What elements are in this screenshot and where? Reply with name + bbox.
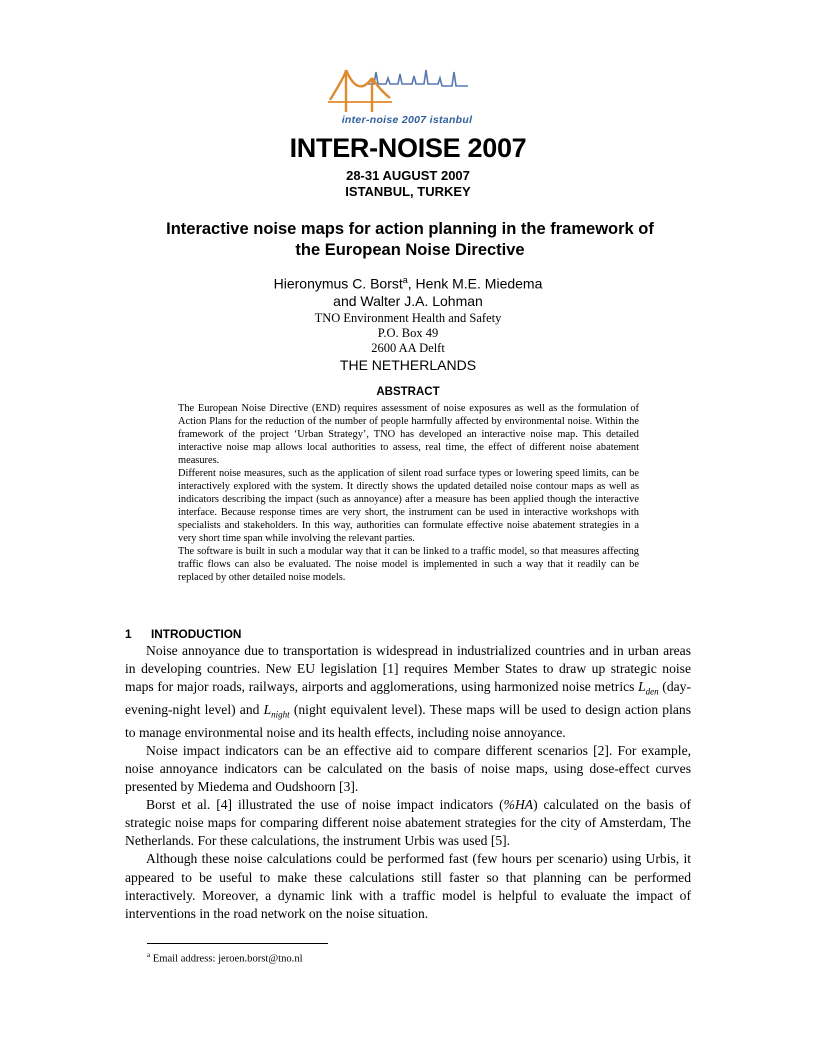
paper-title: [140, 219, 680, 261]
abstract-paragraph-2: Different noise measures, such as the application of silent road surface types or lowering speed limits, can be interactively explored with the system. It directly shows the updated detailed noise contour maps as well as indicators describing the impact (such as annoyance) after a measure has been applied though the interactive interface. Because response times are very short, the instrument can be used in interactive workshops with specialists and stakeholders. In this way, authorities can formulate effective noise abatement strategies in a very short time span while involving the relevant parties.: [178, 468, 639, 544]
section-number: 1: [125, 627, 132, 641]
body-paragraph-2: Noise impact indicators can be an effective aid to compare different scenarios [2]. For example, noise annoyance indicators can be calculated on the basis of noise maps, using dose-effect curves presented by Miedema and Oudshoorn [3].: [125, 742, 691, 795]
skyline-icon: [368, 70, 468, 86]
author-borst: Hieronymus C. Borst: [273, 275, 403, 292]
paper-title-line-2: the European Noise Directive: [295, 241, 525, 259]
abstract-paragraph-1: The European Noise Directive (END) requires assessment of noise exposures as well as the formulation of Action Plans for the reduction of the number of people harmfully affected by environmental noise. Within the framework of the project ‘Urban Strategy’, TNO has developed an interactive noise map. This detailed interactive noise map allows local authorities to assess, real time, the effect of different noise abatement measures.: [178, 403, 639, 466]
body-paragraph-3: Borst et al. [4] illustrated the use of noise impact indicators (%HA) calculated on the basis of strategic noise maps for comparing different noise abatement strategies for the city of Amsterdam, The Netherlands. For these calculations, the instrument Urbis was used [5].: [125, 797, 691, 849]
bridge-icon: [328, 70, 392, 112]
affiliation-institute: TNO Environment Health and Safety: [314, 311, 502, 325]
footnote-email: Email address: jeroen.borst@tno.nl: [150, 953, 303, 965]
abstract-paragraph-3: The software is built in such a modular way that it can be linked to a traffic model, so that measures affecting traffic flows can also be evaluated. The noise model is implemented in such a way that it readily can be replaced by other detailed noise models.: [178, 546, 639, 583]
section-heading: [125, 627, 241, 641]
affiliation-city: 2600 AA Delft: [371, 341, 445, 355]
abstract-heading: ABSTRACT: [376, 386, 440, 398]
author-miedema: , Henk M.E. Miedema: [407, 275, 543, 292]
footnote: [147, 951, 303, 965]
logo-text: inter-noise 2007 istanbul: [341, 114, 473, 126]
body-paragraph-4: Although these noise calculations could be performed fast (few hours per scenario) using Urbis, it appeared to be useful to make these calculations still faster so that planning can be performed interactively. Moreover, a dynamic link with a traffic model is helpful to evaluate the impact of interventions in the road network on the noise situation.: [125, 851, 691, 921]
conference-title: INTER-NOISE 2007: [289, 133, 527, 163]
authors-line-2: and Walter J.A. Lohman: [333, 293, 483, 309]
footnote-marker: a: [147, 951, 151, 959]
abstract-body: [178, 402, 639, 584]
affiliation-pobox: P.O. Box 49: [377, 326, 439, 340]
affiliation-country: THE NETHERLANDS: [339, 357, 477, 373]
section-body: [125, 642, 691, 923]
footnote-divider: [147, 943, 328, 944]
author-footnote-marker: a: [402, 275, 408, 285]
paper-title-line-1: Interactive noise maps for action planning in the framework of: [166, 220, 654, 238]
authors-line-1: [0, 275, 816, 292]
conference-location: ISTANBUL, TURKEY: [345, 184, 471, 199]
body-paragraph-1: Noise annoyance due to transportation is widespread in industrialized countries and in urban areas in developing countries. New EU legislation [1] requires Member States to draw up strategic noise maps for major roads, railways, airports and agglomerations, using harmonized noise metrics $L_{den}$ (day-evening-night level) and $L_{night}$ (night equivalent level). These maps will be used to design action plans to manage environmental noise and its health effects, including noise annoyance.: [125, 643, 691, 740]
section-title: INTRODUCTION: [151, 627, 242, 641]
conference-dates: 28-31 AUGUST 2007: [346, 168, 470, 183]
